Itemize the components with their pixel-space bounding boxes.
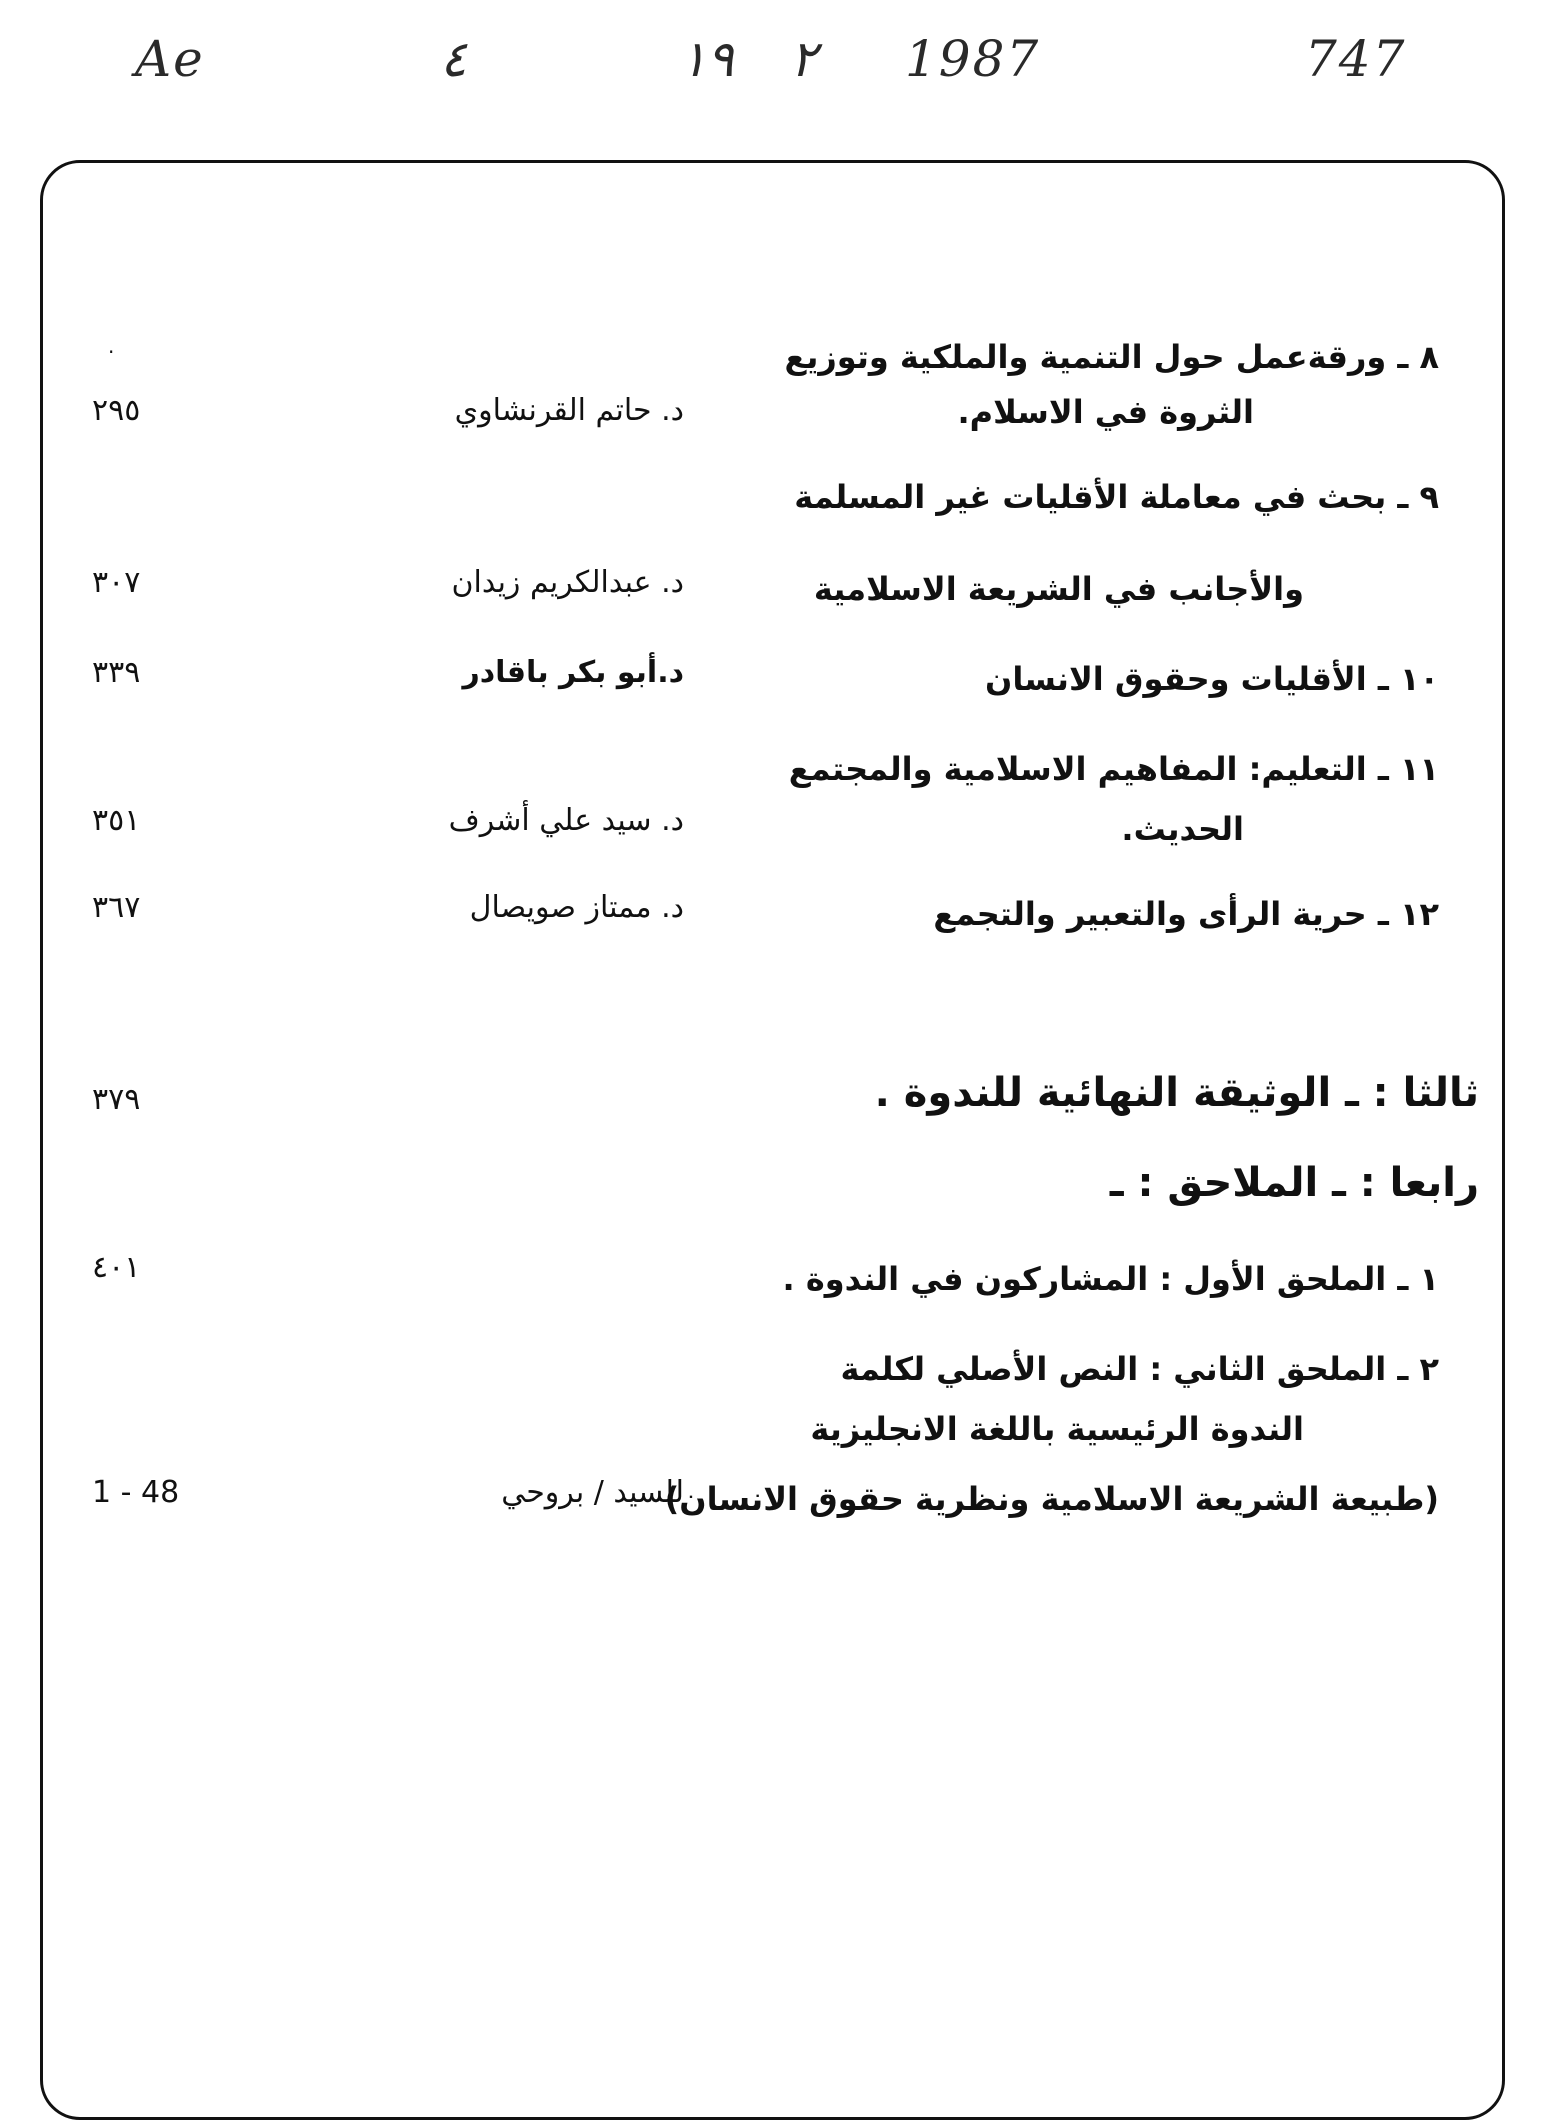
section-3-page: ٣٧٩ (92, 1082, 141, 1117)
entry-11-title-line1: ١١ ـ التعليم: المفاهيم الاسلامية والمجتمع (788, 750, 1439, 788)
entry-10-title: ١٠ ـ الأقليات وحقوق الانسان (985, 660, 1439, 698)
section-3-title: ثالثا : ـ الوثيقة النهائية للندوة . (874, 1070, 1479, 1116)
entry-12-page: ٣٦٧ (92, 890, 141, 925)
appendix-2-title-line1: ٢ ـ الملحق الثاني : النص الأصلي لكلمة (840, 1350, 1439, 1388)
entry-10-author: د.أبو بكر باقادر (462, 655, 684, 690)
entry-8-author: د. حاتم القرنشاوي (454, 393, 684, 428)
appendix-2-title-line2: الندوة الرئيسية باللغة الانجليزية (810, 1410, 1304, 1448)
handwritten-year: 1987 (905, 30, 1041, 88)
entry-11-title-line2: الحديث. (1121, 810, 1244, 848)
entry-11-page: ٣٥١ (92, 803, 141, 838)
appendix-1-title: ١ ـ الملحق الأول : المشاركون في الندوة . (782, 1260, 1439, 1298)
entry-8-title-line1: ٨ ـ ورقةعمل حول التنمية والملكية وتوزيع (784, 338, 1439, 376)
entry-10-page: ٣٣٩ (92, 655, 141, 690)
entry-12-author: د. ممتاز صويصال (469, 890, 684, 925)
stray-dot: · (108, 340, 115, 364)
appendix-2-title-line3: (طبيعة الشريعة الاسلامية ونظرية حقوق الانسان) (664, 1480, 1439, 1518)
handwritten-mark: ٤ (440, 30, 467, 88)
handwritten-sep: ٢ (790, 30, 817, 88)
handwritten-day: ١٩ (680, 30, 734, 88)
appendix-2-page: 1 - 48 (92, 1475, 180, 1510)
entry-9-author: د. عبدالكريم زيدان (451, 565, 684, 600)
entry-11-author: د. سيد علي أشرف (448, 803, 684, 838)
entry-8-page: ٢٩٥ (92, 393, 141, 428)
entry-9-title-line1: ٩ ـ بحث في معاملة الأقليات غير المسلمة (794, 478, 1439, 516)
handwritten-number: 747 (1305, 30, 1407, 88)
entry-9-title-line2: والأجانب في الشريعة الاسلامية (813, 570, 1304, 608)
appendix-2-author: للسيد / بروحي (501, 1475, 684, 1510)
section-4-title: رابعا : ـ الملاحق : ـ (1109, 1160, 1479, 1206)
entry-8-title-line2: الثروة في الاسلام. (957, 393, 1254, 431)
entry-12-title: ١٢ ـ حرية الرأى والتعبير والتجمع (933, 895, 1439, 933)
appendix-1-page: ٤٠١ (92, 1250, 141, 1285)
entry-9-page: ٣٠٧ (92, 565, 141, 600)
content-frame (40, 160, 1505, 2120)
handwritten-ref: Ae (135, 30, 205, 88)
